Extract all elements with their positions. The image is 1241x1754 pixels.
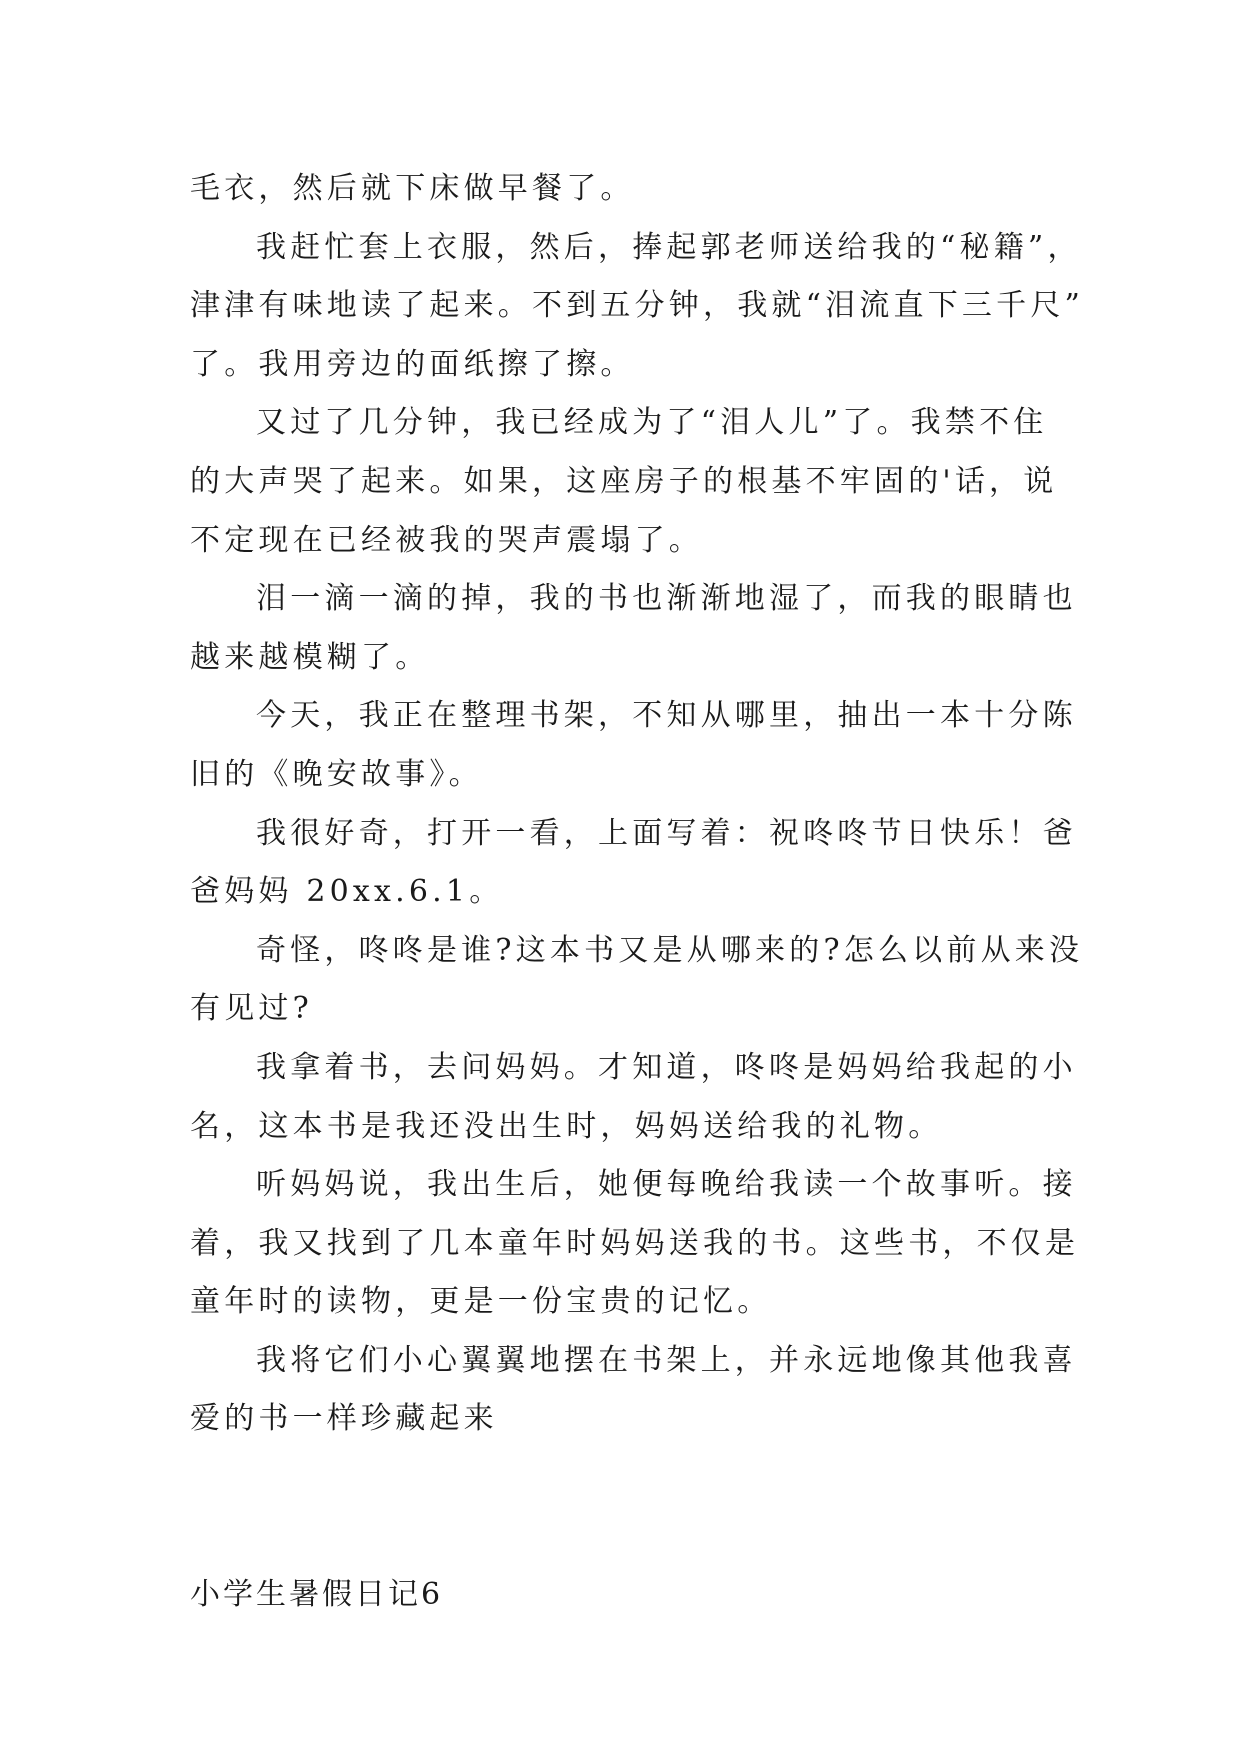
paragraph-line: 津津有味地读了起来。不到五分钟，我就“泪流直下三千尺” bbox=[190, 288, 1085, 324]
paragraph-line: 毛衣，然后就下床做早餐了。 bbox=[190, 171, 635, 206]
paragraph-line: 爸妈妈 20xx.6.1。 bbox=[190, 874, 504, 910]
paragraph-line: 的大声哭了起来。如果，这座房子的根基不牢固的'话，说 bbox=[190, 463, 1058, 499]
paragraph-line: 我很好奇，打开一看，上面写着：祝咚咚节日快乐！爸 bbox=[256, 815, 1077, 851]
paragraph-line: 不定现在已经被我的哭声震塌了。 bbox=[190, 522, 703, 558]
paragraph-line: 名，这本书是我还没出生时，妈妈送给我的礼物。 bbox=[190, 1108, 943, 1144]
paragraph-line: 今天，我正在整理书架，不知从哪里，抽出一本十分陈 bbox=[256, 698, 1077, 734]
paragraph-line: 童年时的读物，更是一份宝贵的记忆。 bbox=[190, 1284, 772, 1320]
paragraph-line: 听妈妈说，我出生后，她便每晚给我读一个故事听。接 bbox=[256, 1167, 1077, 1203]
paragraph-line: 爱的书一样珍藏起来 bbox=[190, 1401, 498, 1437]
paragraph-line: 越来越模糊了。 bbox=[190, 639, 430, 675]
next-diary-title: 小学生暑假日记6 bbox=[190, 1577, 444, 1613]
paragraph-line: 又过了几分钟，我已经成为了“泪人儿”了。我禁不住 bbox=[256, 405, 1048, 441]
paragraph-line: 我赶忙套上衣服，然后，捧起郭老师送给我的“秘籍”， bbox=[256, 229, 1082, 265]
paragraph-line: 我将它们小心翼翼地摆在书架上，并永远地像其他我喜 bbox=[256, 1342, 1077, 1378]
paragraph-line: 我拿着书，去问妈妈。才知道，咚咚是妈妈给我起的小 bbox=[256, 1049, 1077, 1085]
paragraph-line: 有见过? bbox=[190, 991, 313, 1027]
body-text bbox=[190, 160, 1085, 1625]
paragraph-line: 着，我又找到了几本童年时妈妈送我的书。这些书，不仅是 bbox=[190, 1225, 1080, 1261]
section-gap bbox=[190, 1449, 1060, 1566]
paragraph-line: 旧的《晚安故事》。 bbox=[190, 756, 483, 792]
paragraph-line: 泪一滴一滴的掉，我的书也渐渐地湿了，而我的眼睛也 bbox=[256, 581, 1077, 617]
paragraph-line: 奇怪，咚咚是谁?这本书又是从哪来的?怎么以前从来没 bbox=[256, 932, 1084, 968]
paragraph-line: 了。我用旁边的面纸擦了擦。 bbox=[190, 346, 635, 382]
